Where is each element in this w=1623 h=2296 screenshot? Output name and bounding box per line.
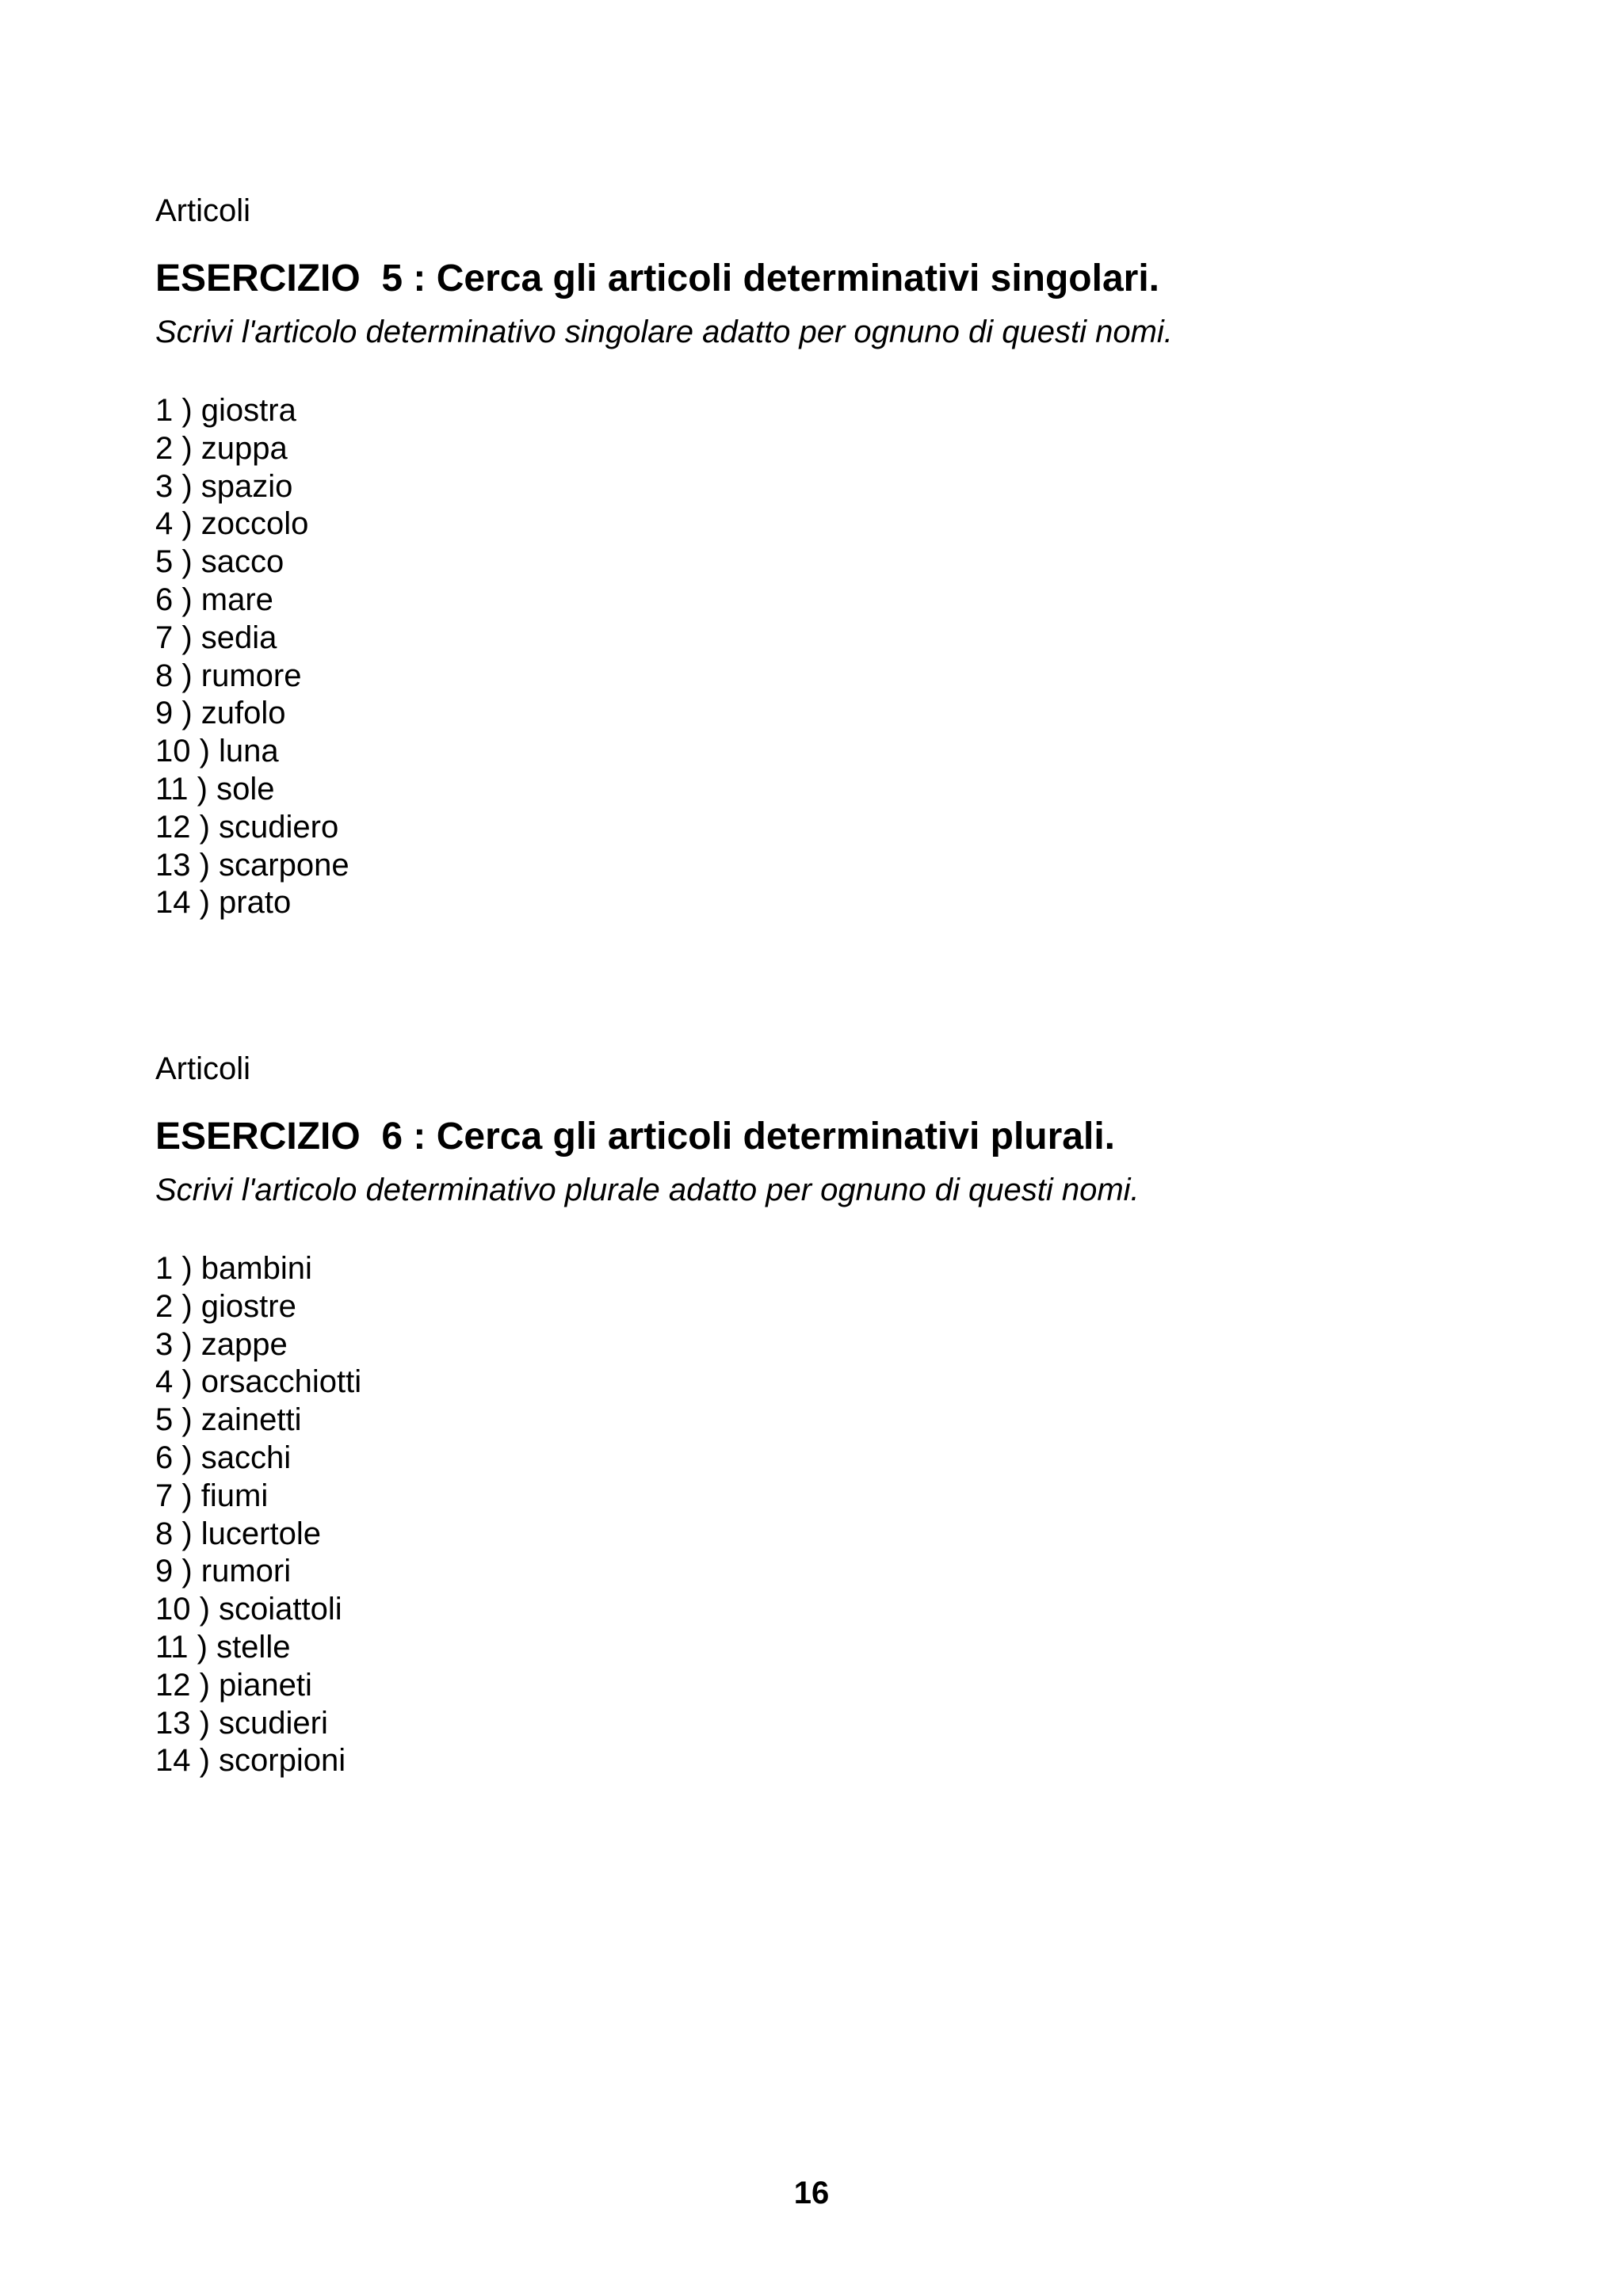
list-item: 14 ) scorpioni <box>155 1743 346 1779</box>
exercise-title: ESERCIZIO 6 : Cerca gli articoli determinativi plurali. <box>155 1116 1115 1158</box>
list-item: 2 ) zuppa <box>155 430 288 466</box>
list-item: 12 ) scudiero <box>155 809 339 845</box>
list-item: 1 ) bambini <box>155 1251 312 1286</box>
list-item: 10 ) luna <box>155 734 279 769</box>
list-item: 11 ) sole <box>155 771 275 807</box>
list-item: 8 ) rumore <box>155 658 302 693</box>
list-item: 7 ) sedia <box>155 620 277 655</box>
exercise-instruction: Scrivi l'articolo determinativo singolare adatto per ognuno di questi nomi. <box>155 315 1173 349</box>
exercise-6 <box>155 1046 1503 1780</box>
list-item: 8 ) lucertole <box>155 1516 321 1551</box>
list-item: 11 ) stelle <box>155 1629 291 1665</box>
category-label: Articoli <box>155 193 251 228</box>
list-item: 4 ) orsacchiotti <box>155 1364 362 1400</box>
list-item: 13 ) scarpone <box>155 847 349 883</box>
list-item: 14 ) prato <box>155 885 292 921</box>
page-number: 16 <box>793 2176 830 2210</box>
list-item: 9 ) rumori <box>155 1554 292 1589</box>
list-item: 13 ) scudieri <box>155 1705 328 1741</box>
list-item: 12 ) pianeti <box>155 1667 312 1703</box>
list-item: 5 ) sacco <box>155 544 285 580</box>
list-item: 6 ) sacchi <box>155 1440 292 1475</box>
word-list <box>155 392 1503 922</box>
word-list <box>155 1250 1503 1780</box>
list-item: 1 ) giostra <box>155 393 296 428</box>
list-item: 3 ) zappe <box>155 1326 288 1362</box>
list-item: 9 ) zufolo <box>155 696 286 731</box>
exercise-instruction: Scrivi l'articolo determinativo plurale adatto per ognuno di questi nomi. <box>155 1173 1140 1207</box>
exercise-5 <box>155 188 1503 922</box>
list-item: 3 ) spazio <box>155 468 293 504</box>
list-item: 7 ) fiumi <box>155 1478 269 1513</box>
list-item: 10 ) scoiattoli <box>155 1592 342 1627</box>
list-item: 5 ) zainetti <box>155 1402 302 1438</box>
exercise-title: ESERCIZIO 5 : Cerca gli articoli determinativi singolari. <box>155 257 1160 299</box>
list-item: 6 ) mare <box>155 582 273 617</box>
list-item: 4 ) zoccolo <box>155 506 309 542</box>
category-label: Articoli <box>155 1051 251 1086</box>
list-item: 2 ) giostre <box>155 1288 296 1324</box>
